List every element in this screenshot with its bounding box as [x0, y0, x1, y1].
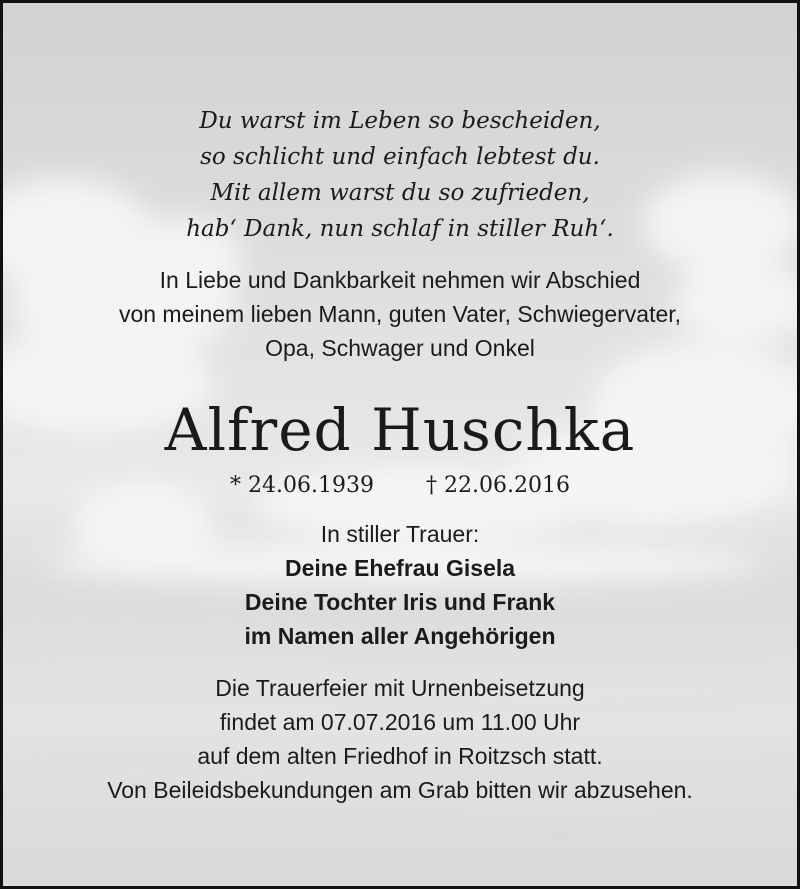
mourners-list	[3, 551, 797, 653]
mourner-line: Deine Ehefrau Gisela	[284, 555, 516, 581]
intro-line: In Liebe und Dankbarkeit nehmen wir Abschied	[159, 267, 641, 293]
poem-line: so schlicht und einfach lebtest du.	[200, 144, 600, 170]
mourners-heading: In stiller Trauer:	[320, 521, 480, 547]
mourner-line: im Namen aller Angehörigen	[244, 623, 556, 649]
poem-line: hab‘ Dank, nun schlaf in stiller Ruh‘.	[186, 216, 614, 242]
intro-line: Opa, Schwager und Onkel	[265, 335, 535, 361]
death-date: † 22.06.2016	[426, 473, 570, 498]
funeral-service-info	[3, 671, 797, 807]
intro-line: von meinem lieben Mann, guten Vater, Schwiegervater,	[118, 301, 682, 327]
farewell-intro	[3, 263, 797, 365]
notice-content	[3, 3, 797, 807]
life-dates	[3, 471, 797, 501]
birth-date: * 24.06.1939	[230, 473, 374, 498]
service-line: findet am 07.07.2016 um 11.00 Uhr	[219, 709, 581, 735]
memorial-poem	[3, 3, 797, 247]
poem-line: Du warst im Leben so bescheiden,	[199, 108, 601, 134]
poem-line: Mit allem warst du so zufrieden,	[210, 180, 590, 206]
mourner-line: Deine Tochter Iris und Frank	[244, 589, 556, 615]
service-line: Die Trauerfeier mit Urnenbeisetzung	[215, 675, 585, 701]
service-line: auf dem alten Friedhof in Roitzsch statt.	[197, 743, 603, 769]
service-line: Von Beileidsbekundungen am Grab bitten wir abzusehen.	[107, 777, 693, 803]
deceased-name: Alfred Huschka	[164, 396, 636, 464]
